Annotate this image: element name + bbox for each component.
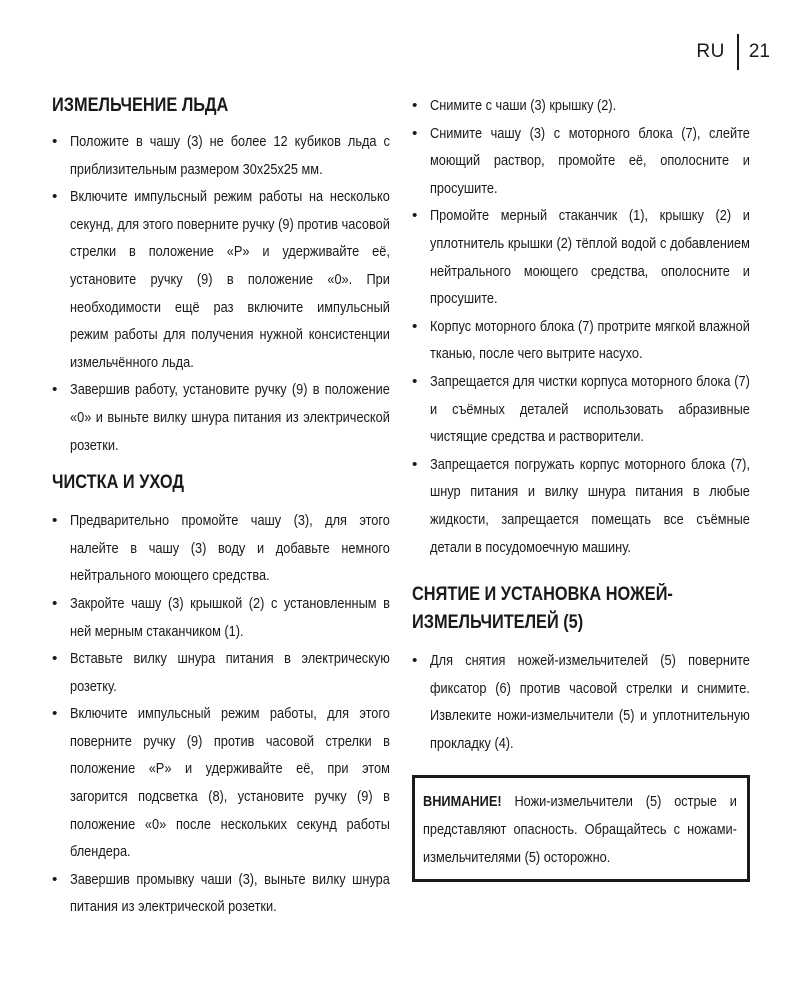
section-title-ice: ИЗМЕЛЬЧЕНИЕ ЛЬДА <box>52 95 229 116</box>
warning-text: Ножи-измельчители (5) острые и представляют опасность. Обращайтесь с ножами-измельчителями (5) осторожно. <box>423 793 737 866</box>
list-item: • Положите в чашу (3) не более 12 кубиков льда с приблизительным размером 30x25x25 мм. <box>52 128 390 183</box>
page-header <box>696 34 770 70</box>
list-item: • Снимите с чаши (3) крышку (2). <box>412 92 750 120</box>
section-title-knives: СНЯТИЕ И УСТАНОВКА НОЖЕЙ-ИЗМЕЛЬЧИТЕЛЕЙ (5) <box>412 584 673 634</box>
left-column <box>52 92 390 921</box>
list-item: • Промойте мерный стаканчик (1), крышку (2) и уплотнитель крышки (2) тёплой водой с добавлением нейтрального моющего средства, ополосните и просушите. <box>412 202 750 312</box>
list-item: • Предварительно промойте чашу (3), для этого налейте в чашу (3) воду и добавьте немного нейтрального моющего средства. <box>52 507 390 590</box>
page-number: 21 <box>748 41 770 62</box>
language-label: RU <box>696 41 725 62</box>
list-item: • Завершив работу, установите ручку (9) в положение «0» и выньте вилку шнура питания из электрической розетки. <box>52 376 390 459</box>
knives-list <box>412 647 750 757</box>
list-item: • Закройте чашу (3) крышкой (2) с установленным в ней мерным стаканчиком (1). <box>52 590 390 645</box>
list-item: • Вставьте вилку шнура питания в электрическую розетку. <box>52 645 390 700</box>
list-item: • Включите импульсный режим работы, для этого поверните ручку (9) против часовой стрелки в положение «P» и удерживайте её, при этом загорится подсветка (8), установите ручку (9) в положение «0» после нескольких секунд работы блендера. <box>52 700 390 866</box>
list-item: • Включите импульсный режим работы на несколько секунд, для этого поверните ручку (9) против часовой стрелки в положение «P» и удерживайте её, установите ручку (9) в положение «0». При необходимости ещё раз включите импульсный режим работы для получения нужной консистенции измельчённого льда. <box>52 183 390 376</box>
right-column <box>412 92 750 882</box>
list-item: • Снимите чашу (3) с моторного блока (7), слейте моющий раствор, промойте её, ополосните и просушите. <box>412 120 750 203</box>
ice-list <box>52 128 390 459</box>
list-item: • Для снятия ножей-измельчителей (5) поверните фиксатор (6) против часовой стрелки и снимите. Извлеките ножи-измельчители (5) и уплотнительную прокладку (4). <box>412 647 750 757</box>
section-title-care: ЧИСТКА И УХОД <box>52 472 184 494</box>
list-item: • Запрещается погружать корпус моторного блока (7), шнур питания и вилку шнура питания в любые жидкости, запрещается помещать все съёмные детали в посудомоечную машину. <box>412 451 750 561</box>
warning-box <box>412 775 750 882</box>
list-item: • Запрещается для чистки корпуса моторного блока (7) и съёмных деталей использовать абразивные чистящие средства и растворители. <box>412 368 750 451</box>
warning-label: ВНИМАНИЕ! <box>423 793 502 811</box>
list-item: • Корпус моторного блока (7) протрите мягкой влажной тканью, после чего вытрите насухо. <box>412 313 750 368</box>
care-list-continued <box>412 92 750 561</box>
care-list <box>52 507 390 921</box>
list-item: • Завершив промывку чаши (3), выньте вилку шнура питания из электрической розетки. <box>52 866 390 921</box>
